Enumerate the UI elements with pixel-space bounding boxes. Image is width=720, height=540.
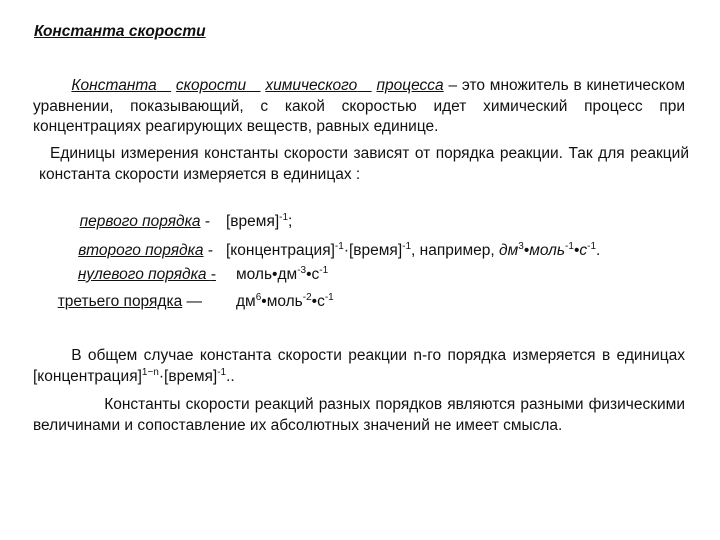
definition-term-2: скорости: [175, 77, 247, 94]
definition-term-4: процесса: [376, 77, 444, 94]
order-name: второго порядка: [78, 242, 204, 259]
order-name: третьего порядка: [57, 293, 183, 310]
order-row-first: [0, 211, 720, 233]
order-label-second: [78, 240, 213, 262]
order-name: нулевого порядка: [77, 266, 207, 283]
unit-exp: -1: [334, 241, 344, 252]
order-row-zero: [0, 264, 720, 286]
general-text: ..: [226, 367, 235, 385]
conclusion-paragraph: [33, 395, 685, 436]
unit-exp: -1: [565, 241, 574, 252]
unit-exp: -1: [587, 241, 597, 252]
order-label-third: [58, 291, 202, 313]
general-text: [время]: [164, 367, 218, 385]
order-sep: -: [207, 242, 213, 259]
order-row-third: [0, 291, 720, 313]
unit-exp: -2: [302, 292, 312, 303]
unit-text: •с: [311, 293, 325, 310]
unit-text: •с: [573, 242, 588, 259]
unit-exp: -3: [297, 265, 307, 276]
definition-paragraph: [33, 76, 685, 138]
order-row-second: [0, 240, 720, 262]
definition-text: – это множитель в кинетическом уравнении, показывающий, с какой скоростью идет химический процесс при концентрациях реагирующих веществ, равных единице.: [33, 77, 686, 135]
order-label-zero: [78, 264, 216, 286]
unit-exp: 6: [255, 292, 262, 303]
unit-text: дм: [499, 242, 519, 259]
order-name: первого порядка: [79, 213, 201, 230]
unit-text: •моль: [523, 242, 566, 259]
order-units-zero: [236, 264, 328, 286]
unit-exp: 3: [518, 241, 524, 252]
order-units-second: [226, 240, 600, 262]
unit-text: [время]: [226, 213, 280, 230]
units-intro-text: Единицы измерения константы скорости зависят от порядка реакции. Так для реакций константа скорости измеряется в единицах :: [39, 145, 689, 183]
units-intro: [39, 144, 689, 185]
general-text: ·: [158, 367, 165, 385]
unit-text: •с: [306, 266, 320, 283]
order-label-first: [80, 211, 210, 233]
conclusion-text: Константы скорости реакций разных порядков являются разными физическими величинами и сопоставление их абсолютных значений не имеет смысла.: [33, 396, 685, 434]
general-text: В общем случае константа скорости реакции n-го порядка измеряется в единицах [концентрация]: [33, 347, 685, 385]
unit-text: [время]: [348, 242, 403, 259]
unit-text: ;: [288, 213, 293, 230]
order-units-first: [226, 211, 292, 233]
order-units-third: [236, 291, 334, 313]
definition-term-1: Константа: [71, 77, 157, 94]
unit-text: .: [596, 242, 601, 259]
unit-exp: -1: [402, 241, 412, 252]
unit-text: , например,: [411, 242, 500, 259]
order-sep: -: [210, 266, 216, 283]
unit-text: ·: [343, 242, 349, 259]
unit-exp: -1: [279, 212, 289, 223]
unit-exp: -1: [319, 265, 329, 276]
unit-text: [концентрация]: [226, 242, 335, 259]
unit-text: •моль: [261, 293, 303, 310]
unit-exp: -1: [324, 292, 334, 303]
general-exp: -1: [217, 366, 227, 378]
general-case-paragraph: [33, 346, 685, 387]
general-exp: 1−n: [141, 366, 159, 378]
definition-term-3: химического: [265, 77, 358, 94]
slide-title: Константа скорости: [34, 23, 206, 40]
unit-text: дм: [236, 293, 256, 310]
order-sep: -: [204, 213, 210, 230]
order-sep: —: [186, 293, 202, 310]
unit-text: моль•дм: [236, 266, 298, 283]
